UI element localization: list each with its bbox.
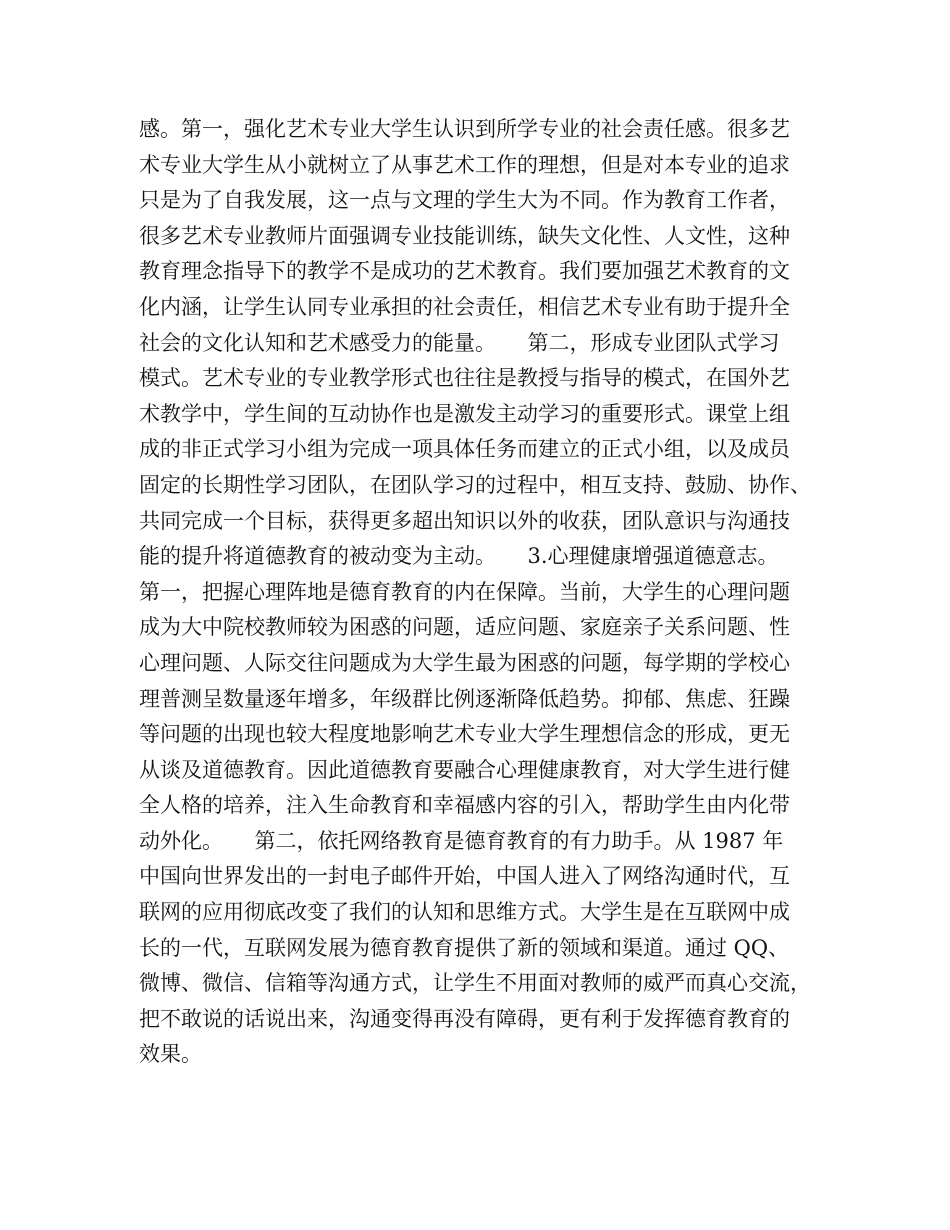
text-line: 第一，把握心理阵地是德育教育的内在保障。当前，大学生的心理问题 xyxy=(139,579,790,604)
text-line: 教育理念指导下的教学不是成功的艺术教育。我们要加强艺术教育的文 xyxy=(139,259,790,284)
text-line: 心理问题、人际交往问题成为大学生最为困惑的问题，每学期的学校心 xyxy=(139,650,790,675)
text-line: 社会的文化认知和艺术感受力的能量。 第二，形成专业团队式学习 xyxy=(139,330,780,355)
text-line: 感。第一，强化艺术专业大学生认识到所学专业的社会责任感。很多艺 xyxy=(139,117,790,141)
text-line: 长的一代，互联网发展为德育教育提供了新的领域和渠道。通过 QQ、 xyxy=(139,935,790,960)
text-line: 效果。 xyxy=(139,1042,202,1067)
text-line: 固定的长期性学习团队，在团队学习的过程中，相互支持、鼓励、协作、 xyxy=(139,472,811,497)
text-line: 全人格的培养，注入生命教育和幸福感内容的引入，帮助学生由内化带 xyxy=(139,793,790,818)
text-line: 动外化。 第二，依托网络教育是德育教育的有力助手。从 1987 年 xyxy=(139,828,784,853)
text-line: 化内涵，让学生认同专业承担的社会责任，相信艺术专业有助于提升全 xyxy=(139,294,790,319)
text-line: 中国向世界发出的一封电子邮件开始，中国人进入了网络沟通时代，互 xyxy=(139,864,790,889)
text-line: 模式。艺术专业的专业教学形式也往往是教授与指导的模式，在国外艺 xyxy=(139,366,790,391)
text-line: 理普测呈数量逐年增多，年级群比例逐渐降低趋势。抑郁、焦虑、狂躁 xyxy=(139,686,790,711)
text-line: 微博、微信、信箱等沟通方式，让学生不用面对教师的威严而真心交流， xyxy=(139,971,811,996)
text-line: 术教学中，学生间的互动协作也是激发主动学习的重要形式。课堂上组 xyxy=(139,401,790,426)
text-line: 只是为了自我发展，这一点与文理的学生大为不同。作为教育工作者， xyxy=(139,188,790,213)
text-line: 从谈及道德教育。因此道德教育要融合心理健康教育，对大学生进行健 xyxy=(139,757,790,782)
text-line: 成的非正式学习小组为完成一项具体任务而建立的正式小组，以及成员 xyxy=(139,437,790,462)
text-line: 等问题的出现也较大程度地影响艺术专业大学生理想信念的形成，更无 xyxy=(139,722,790,747)
text-line: 联网的应用彻底改变了我们的认知和思维方式。大学生是在互联网中成 xyxy=(139,900,790,925)
text-line: 把不敢说的话说出来，沟通变得再没有障碍，更有利于发挥德育教育的 xyxy=(139,1006,790,1031)
text-line: 成为大中院校教师较为困惑的问题，适应问题、家庭亲子关系问题、性 xyxy=(139,615,790,640)
text-line: 能的提升将道德教育的被动变为主动。 3.心理健康增强道德意志。 xyxy=(139,544,779,569)
body-text xyxy=(139,112,839,1073)
text-line: 共同完成一个目标，获得更多超出知识以外的收获，团队意识与沟通技 xyxy=(139,508,790,533)
text-line: 术专业大学生从小就树立了从事艺术工作的理想，但是对本专业的追求 xyxy=(139,152,790,177)
text-line: 很多艺术专业教师片面强调专业技能训练，缺失文化性、人文性，这种 xyxy=(139,223,790,248)
